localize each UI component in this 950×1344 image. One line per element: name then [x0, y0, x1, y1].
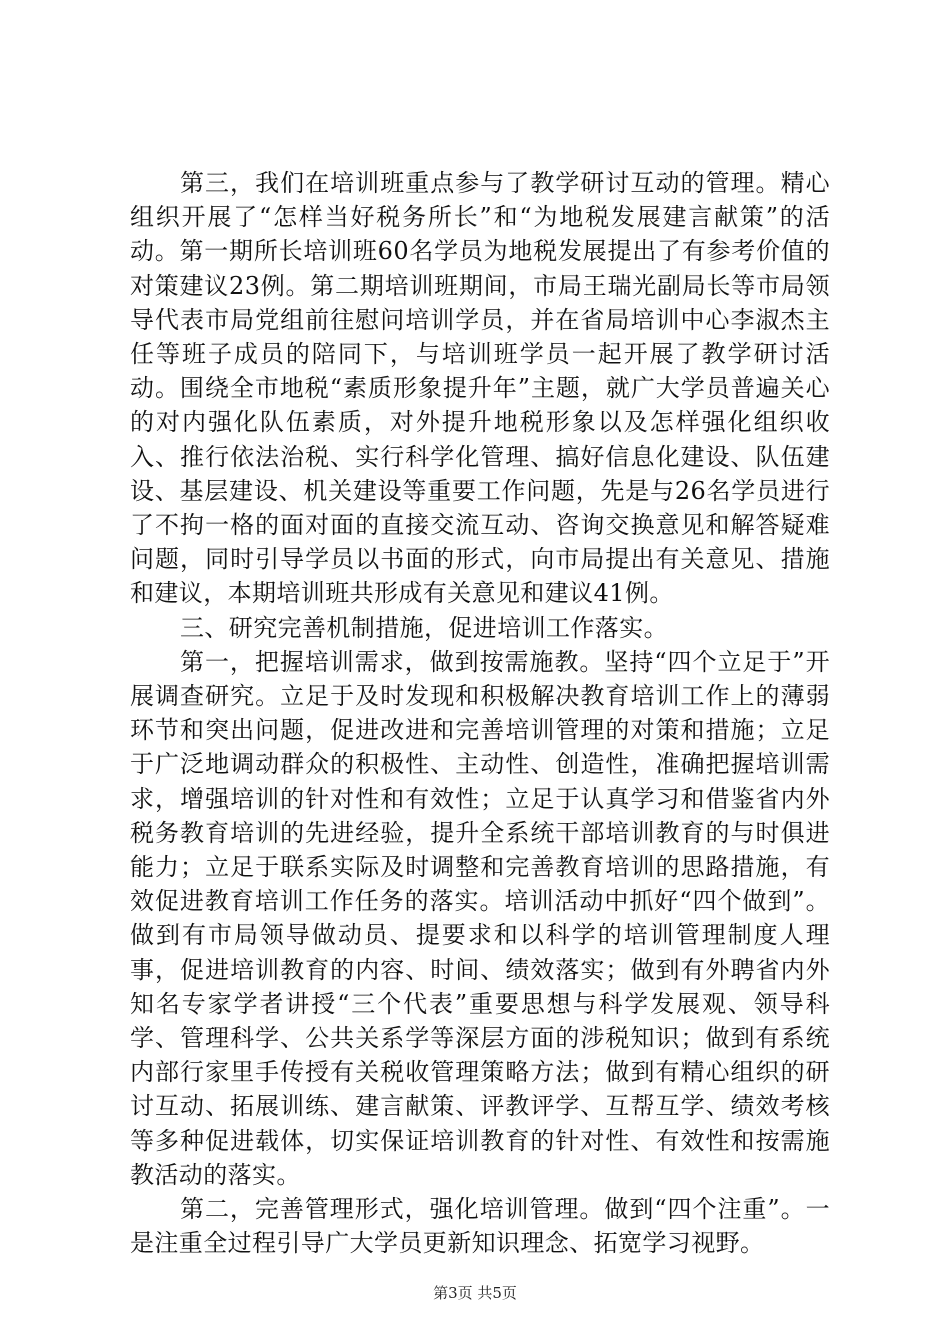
document-body — [130, 166, 830, 1261]
paragraph-second-point: 第二，完善管理形式，强化培训管理。做到“四个注重”。一是注重全过程引导广大学员更新知识理念、拓宽学习视野。 — [130, 1195, 830, 1258]
paragraph-first-point: 第一，把握培训需求，做到按需施教。坚持“四个立足于”开展调查研究。立足于及时发现和积极解决教育培训工作上的薄弱环节和突出问题，促进改进和完善培训管理的对策和措施；立足于广泛地调动群众的积极性、主动性、创造性，准确把握培训需求，增强培训的针对性和有效性；立足于认真学习和借鉴省内外税务教育培训的先进经验，提升全系统干部培训教育的与时俱进能力；立足于联系实际及时调整和完善教育培训的思路措施，有效促进教育培训工作任务的落实。培训活动中抓好“四个做到”。做到有市局领导做动员、提要求和以科学的培训管理制度人理事，促进培训教育的内容、时间、绩效落实；做到有外聘省内外知名专家学者讲授“三个代表”重要思想与科学发展观、领导科学、管理科学、公共关系学等深层方面的涉税知识；做到有系统内部行家里手传授有关税收管理策略方法；做到有精心组织的研讨互动、拓展训练、建言献策、评教评学、互帮互学、绩效考核等多种促进载体，切实保证培训教育的针对性、有效性和按需施教活动的落实。 — [130, 647, 830, 1189]
section-heading-three: 三、研究完善机制措施，促进培训工作落实。 — [180, 613, 668, 642]
paragraph-third-point: 第三，我们在培训班重点参与了教学研讨互动的管理。精心组织开展了“怎样当好税务所长”和“为地税发展建言献策”的活动。第一期所长培训班60名学员为地税发展提出了有参考价值的对策建议23例。第二期培训班期间，市局王瑞光副局长等市局领导代表市局党组前往慰问培训学员，并在省局培训中心李淑杰主任等班子成员的陪同下，与培训班学员一起开展了教学研讨活动。围绕全市地税“素质形象提升年”主题，就广大学员普遍关心的对内强化队伍素质，对外提升地税形象以及怎样强化组织收入、推行依法治税、实行科学化管理、搞好信息化建设、队伍建设、基层建设、机关建设等重要工作问题，先是与26名学员进行了不拘一格的面对面的直接交流互动、咨询交换意见和解答疑难问题，同时引导学员以书面的形式，向市局提出有关意见、措施和建议，本期培训班共形成有关意见和建议41例。 — [130, 169, 830, 608]
page-number-footer: 第3页 共5页 — [433, 1284, 517, 1302]
